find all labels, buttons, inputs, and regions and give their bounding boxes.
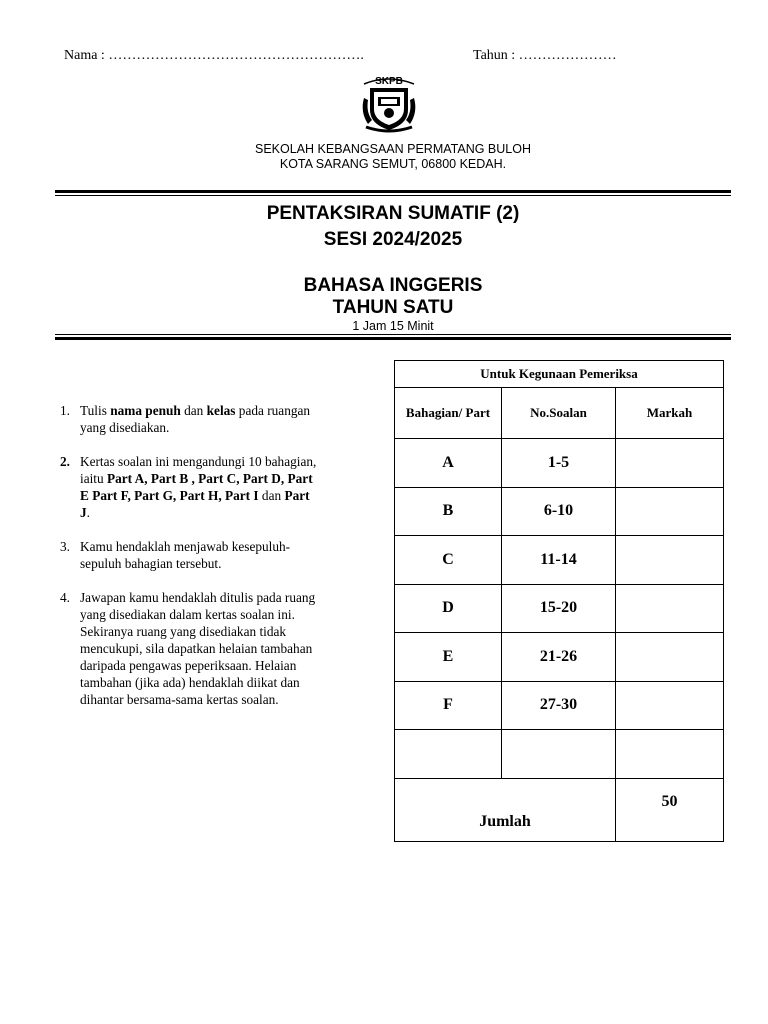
instruction-item [60, 589, 320, 708]
marks-cell[interactable] [616, 536, 724, 585]
exam-title: PENTAKSIRAN SUMATIF (2) [266, 203, 520, 224]
school-address: KOTA SARANG SEMUT, 06800 KEDAH. [279, 157, 507, 171]
subject-title: BAHASA INGGERIS [303, 275, 483, 296]
school-name: SEKOLAH KEBANGSAAN PERMATANG BULOH [255, 142, 531, 156]
instruction-number: 3. [60, 539, 70, 554]
marks-cell[interactable] [616, 584, 724, 633]
question-range-cell: 15-20 [502, 584, 616, 633]
instruction-number: 1. [60, 403, 70, 418]
table-row [395, 730, 724, 779]
instruction-number: 4. [60, 590, 70, 605]
table-row [395, 487, 724, 536]
question-range-cell: 21-26 [502, 633, 616, 682]
header-divider [55, 190, 731, 193]
instruction-item [60, 453, 320, 521]
part-cell: C [395, 536, 502, 585]
title-divider [55, 337, 731, 340]
part-cell: E [395, 633, 502, 682]
question-range-cell: 6-10 [502, 487, 616, 536]
instruction-item [60, 538, 320, 572]
marks-cell[interactable] [616, 730, 724, 779]
school-crest-logo [358, 72, 420, 134]
total-value: 50 [616, 778, 724, 841]
instruction-item [60, 402, 320, 436]
instruction-text: Kertas soalan ini mengandungi 10 bahagian, iaitu Part A, Part B , Part C, Part D, Part E Part F, Part G, Part H, Part I dan Part J. [80, 454, 317, 520]
question-range-cell: 11-14 [502, 536, 616, 585]
year-field[interactable]: Tahun : ………………… [473, 48, 617, 63]
instruction-text: Jawapan kamu hendaklah ditulis pada ruang yang disediakan dalam kertas soalan ini. Sekiranya ruang yang disediakan tidak mencukupi, sila dapatkan helaian tambahan daripada pengawas peperiksaan. Helaian tambahan (jika ada) hendaklah diikat dan dihantar bersama-sama kertas soalan. [80, 590, 316, 707]
table-row [395, 439, 724, 488]
part-cell: D [395, 584, 502, 633]
instruction-text: Kamu hendaklah menjawab kesepuluh- sepuluh bahagian tersebut. [80, 539, 291, 571]
table-row [395, 584, 724, 633]
question-range-cell: 27-30 [502, 681, 616, 730]
header-divider-thin [55, 195, 731, 196]
table-row [395, 681, 724, 730]
header-marks: Markah [616, 388, 724, 439]
level-title: TAHUN SATU [332, 297, 454, 318]
table-row [395, 536, 724, 585]
part-cell: A [395, 439, 502, 488]
marks-table [394, 360, 724, 842]
marks-cell[interactable] [616, 681, 724, 730]
marks-cell[interactable] [616, 487, 724, 536]
header-part: Bahagian/ Part [395, 388, 502, 439]
marks-cell[interactable] [616, 439, 724, 488]
title-divider-thin [55, 334, 731, 335]
part-cell [395, 730, 502, 779]
instruction-number: 2. [60, 454, 70, 469]
table-row [395, 633, 724, 682]
svg-text:SKPB: SKPB [375, 76, 403, 87]
part-cell: B [395, 487, 502, 536]
part-cell: F [395, 681, 502, 730]
total-row [395, 778, 724, 841]
total-label: Jumlah [395, 778, 616, 841]
exam-session: SESI 2024/2025 [323, 229, 463, 250]
header-question-no: No.Soalan [502, 388, 616, 439]
question-range-cell: 1-5 [502, 439, 616, 488]
table-caption: Untuk Kegunaan Pemeriksa [395, 361, 724, 388]
question-range-cell [502, 730, 616, 779]
name-field[interactable]: Nama : ………………………………………………. [64, 48, 364, 63]
instruction-text: Tulis nama penuh dan kelas pada ruangan yang disediakan. [80, 403, 311, 435]
exam-duration: 1 Jam 15 Minit [352, 319, 434, 333]
instructions-list [60, 402, 320, 725]
marks-cell[interactable] [616, 633, 724, 682]
